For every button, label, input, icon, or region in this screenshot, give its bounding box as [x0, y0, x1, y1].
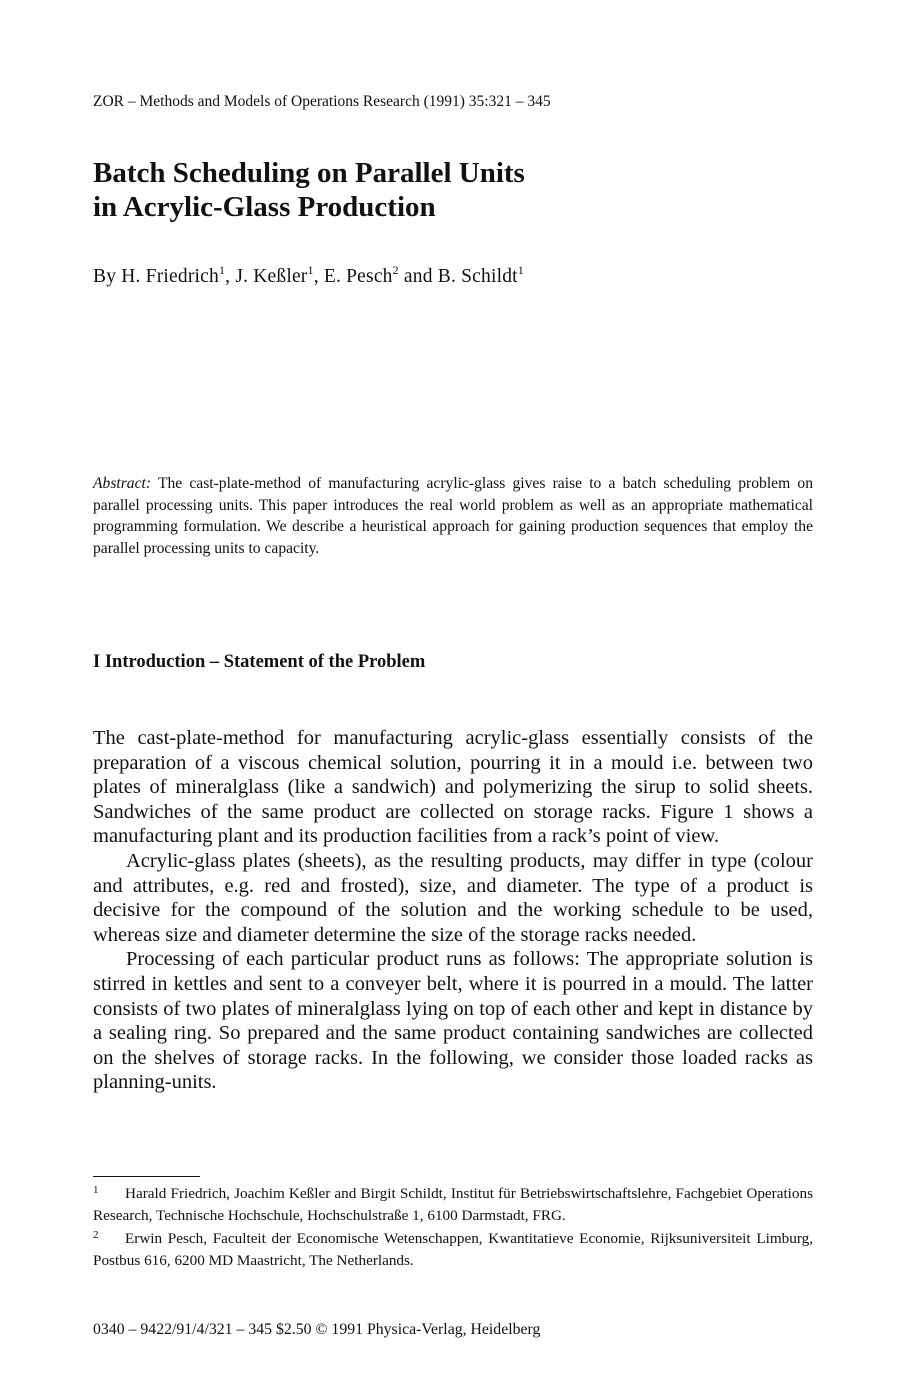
abstract — [93, 473, 813, 559]
body-paragraph: Acrylic-glass plates (sheets), as the resulting products, may differ in type (colour and attributes, e.g. red and frosted), size, and diameter. The type of a product is decisive for the compound of the solution and the working schedule to be used, whereas size and diameter determine the size of the storage racks needed. — [93, 849, 813, 946]
footnote: 2 Erwin Pesch, Faculteit der Economische Wetenschappen, Kwantitatieve Economie, Rijksuniversiteit Limburg, Postbus 616, 6200 MD Maastricht, The Netherlands. — [93, 1229, 813, 1269]
author-separator: , — [313, 266, 324, 287]
author-separator: and — [398, 266, 438, 287]
author-name: H. Friedrich — [121, 266, 219, 287]
publisher-imprint: 0340 – 9422/91/4/321 – 345 $2.50 © 1991 Physica-Verlag, Heidelberg — [93, 1321, 541, 1338]
running-head: ZOR – Methods and Models of Operations Research (1991) 35:321 – 345 — [93, 93, 551, 110]
author-affiliation-mark: 1 — [218, 263, 226, 277]
section-heading: I Introduction – Statement of the Problem — [93, 652, 426, 672]
abstract-text: The cast-plate-method of manufacturing acrylic-glass gives raise to a batch scheduling problem on parallel processing units. This paper introduces the real world problem as well as an appropriate mathematical programming formulation. We describe a heuristical approach for gaining production sequences that employ the parallel processing units to capacity. — [93, 475, 813, 557]
author-prefix: By — [93, 266, 122, 287]
footnote-rule — [93, 1176, 200, 1177]
body-paragraph: The cast-plate-method for manufacturing acrylic-glass essentially consists of the preparation of a viscous chemical solution, pourring it in a mould i.e. between two plates of mineralglass (like a sandwich) and polymerizing the sirup to solid sheets. Sandwiches of the same product are collected on storage racks. Figure 1 shows a manufacturing plant and its production facilities from a rack’s point of view. — [93, 727, 813, 848]
author-name: J. Keßler — [235, 266, 308, 287]
footnotes — [93, 1183, 813, 1273]
body-paragraph: Processing of each particular product runs as follows: The appropriate solution is stirred in kettles and sent to a conveyer belt, where it is pourred in a mould. The latter consists of two plates of mineralglass lying on top of each other and kept in distance by a sealing ring. So prepared and the same product containing sandwiches are collected on the shelves of storage racks. In the following, we consider those loaded racks as planning-units. — [93, 948, 813, 1094]
paper-title-line-2: in Acrylic-Glass Production — [93, 191, 436, 223]
footnote-text: Erwin Pesch, Faculteit der Economische Wetenschappen, Kwantitatieve Economie, Rijksuniversiteit Limburg, Postbus 616, 6200 MD Maastricht, The Netherlands. — [93, 1230, 813, 1269]
author-affiliation-mark: 2 — [392, 263, 399, 277]
author-affiliation-mark: 1 — [517, 263, 524, 277]
paper-title-line-1: Batch Scheduling on Parallel Units — [93, 157, 525, 189]
author-separator: , — [225, 266, 236, 287]
body-text — [93, 726, 813, 1095]
author-list — [93, 263, 524, 288]
footnote-text: Harald Friedrich, Joachim Keßler and Birgit Schildt, Institut für Betriebswirtschaftslehre, Fachgebiet Operations Research, Technische Hochschule, Hochschulstraße 1, 6100 Darmstadt, FRG. — [93, 1185, 813, 1224]
author-name: E. Pesch — [323, 266, 393, 287]
author-name: B. Schildt — [437, 266, 518, 287]
abstract-label: Abstract: — [93, 475, 152, 492]
author-affiliation-mark: 1 — [307, 263, 314, 277]
footnote: 1 Harald Friedrich, Joachim Keßler and Birgit Schildt, Institut für Betriebswirtschaftslehre, Fachgebiet Operations Research, Technische Hochschule, Hochschulstraße 1, 6100 Darmstadt, FRG. — [93, 1184, 813, 1224]
paper-title — [93, 156, 525, 224]
